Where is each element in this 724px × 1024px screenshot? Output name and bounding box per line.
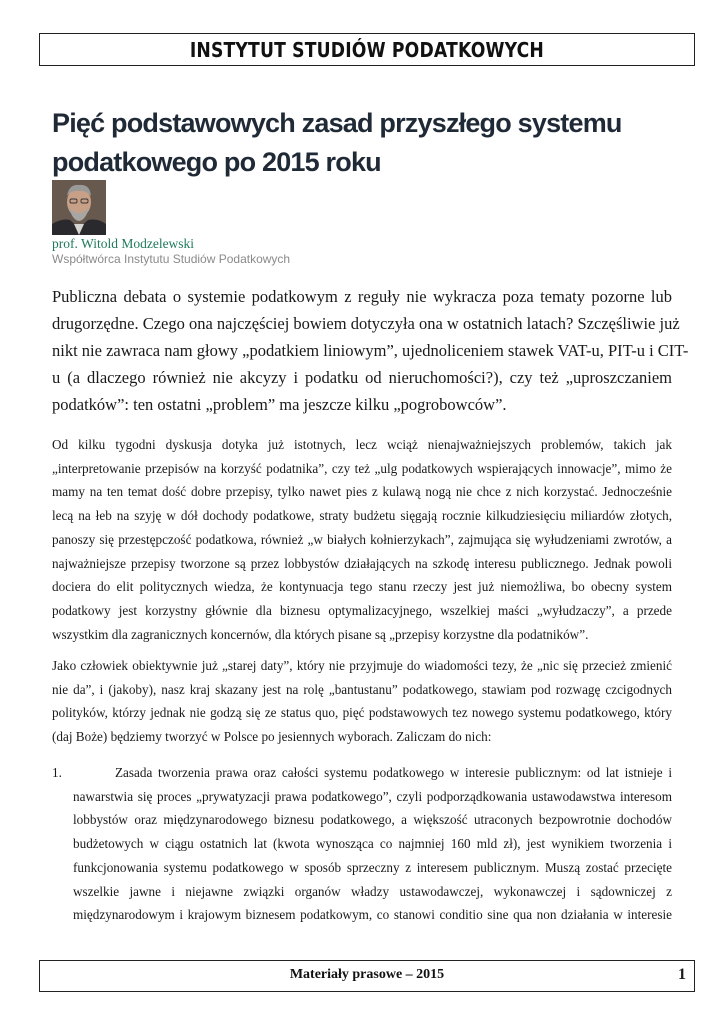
text-line: u (a dlaczego również nie akcyzy i podatku od nieruchomości?), czy też „uproszczaniem bbox=[52, 368, 672, 387]
text-line: polityków, którzy jednak nie godzą się ze status quo, pięć podstawowych tez nowego systemu podatkowego, który bbox=[52, 705, 672, 721]
list-item bbox=[52, 761, 672, 927]
text-line: międzynarodowym i krajowym biznesem podatkowym, co stanowi conditio sine qua non działania w interesie bbox=[73, 907, 672, 923]
text-line: wszelkie jawne i niejawne związki organów władzy ustawodawczej, wykonawczej i sądowniczej z bbox=[73, 883, 672, 899]
article-title bbox=[52, 104, 672, 182]
page-footer bbox=[39, 960, 695, 992]
page-number: 1 bbox=[678, 966, 686, 983]
text-line: lecą na łeb na szyję w dół dochody podatkowe, straty budżetu sięgają rocznie kilkudziesięciu miliardów złotych, bbox=[52, 508, 672, 524]
text-line: funkcjonowania systemu podatkowego w sposób sprzeczny z interesem publicznym. Muszą zostać przecięte bbox=[73, 859, 672, 875]
text-line: dociera do elit politycznych wiedza, że kontynuacja tego stanu rzeczy jest już niemożliwa, bo obecny system bbox=[52, 579, 672, 595]
text-line: podatków”: ten ostatni „problem” ma jeszcze kilku „pogrobowców”. bbox=[52, 395, 507, 414]
title-line: podatkowego po 2015 roku bbox=[52, 147, 381, 177]
text-line: nie da”, i (jakoby), nasz kraj skazany jest na rolę „bantustanu” podatkowego, stawiam pod rozwagę czcigodnych bbox=[52, 681, 672, 697]
text-line: nawarstwia się proces „prywatyzacji prawa podatkowego”, czyli podporządkowania ustawodawstwa interesom bbox=[73, 788, 672, 804]
author-name: prof. Witold Modzelewski bbox=[52, 236, 195, 251]
author-photo bbox=[52, 180, 106, 235]
text-line: Zasada tworzenia prawa oraz całości systemu podatkowego w interesie publicznym: od lat istnieje i bbox=[115, 765, 672, 780]
text-line: lobbystów oraz międzynarodowego biznesu podatkowego, a większość utraconych bezpowrotnie dochodów bbox=[73, 812, 672, 828]
footer-label: Materiały prasowe – 2015 bbox=[289, 967, 445, 982]
text-line: Od kilku tygodni dyskusja dotyka już istotnych, lecz wciąż nienajważniejszych problemów, takich jak bbox=[52, 437, 672, 452]
text-line: Jako człowiek obiektywnie już „starej daty”, który nie przyjmuje do wiadomości tezy, że „nic się przecież zmienić bbox=[52, 658, 672, 673]
text-line: Publiczna debata o systemie podatkowym z reguły nie wykracza poza tematy pozorne lub bbox=[52, 287, 672, 306]
text-line: nikt nie zawraca nam głowy „podatkiem liniowym”, ujednoliceniem stawek VAT-u, PIT-u i CIT- bbox=[52, 341, 689, 360]
body-paragraph-1 bbox=[52, 433, 672, 646]
text-line: budżetowych w ciągu ostatnich lat (kwota wynosząca co najmniej 160 mld zł), jest wynikiem tworzenia i bbox=[73, 836, 672, 852]
lead-paragraph bbox=[52, 283, 689, 418]
text-line: wszystkim dla zagranicznych koncernów, dla których pisane są „przepisy korzystne dla podatników”. bbox=[52, 626, 589, 642]
body-paragraph-2 bbox=[52, 654, 672, 749]
text-line: najważniejsze przepisy tworzone są przez lobbystów działających na szkodę interesu publicznego. Jednak powoli bbox=[52, 555, 672, 571]
text-line: panoszy się przestępczość podatkowa, również „w białych kołnierzykach”, zajmująca się wyłudzeniami zwrotów, a bbox=[52, 531, 672, 547]
page-header bbox=[39, 33, 695, 66]
list-number: 1. bbox=[52, 765, 62, 780]
author-role: Współtwórca Instytutu Studiów Podatkowych bbox=[52, 252, 291, 266]
header-title: INSTYTUT STUDIÓW PODATKOWYCH bbox=[189, 37, 545, 62]
text-line: drugorzędne. Czego ona najczęściej bowiem dotyczyła ona w ostatnich latach? Szczęśliwie już bbox=[52, 314, 680, 333]
title-line: Pięć podstawowych zasad przyszłego systemu bbox=[52, 108, 622, 138]
text-line: (daj Boże) będziemy tworzyć w Polsce po jesiennych wyborach. Zaliczam do nich: bbox=[52, 729, 492, 745]
text-line: „interpretowanie przepisów na korzyść podatnika”, czy też „ulg podatkowych wspierających innowacje”, mimo że bbox=[52, 460, 672, 476]
text-line: mamy na ten temat dość dobre przepisy, tylko nawet pies z kulawą nogą nie chce z nich korzystać. Jednocześnie bbox=[52, 484, 672, 500]
text-line: podatkowy jest korzystny głównie dla biznesu optymalizacyjnego, wszelkiej maści „wyłudzaczy”, a przede bbox=[52, 602, 672, 618]
